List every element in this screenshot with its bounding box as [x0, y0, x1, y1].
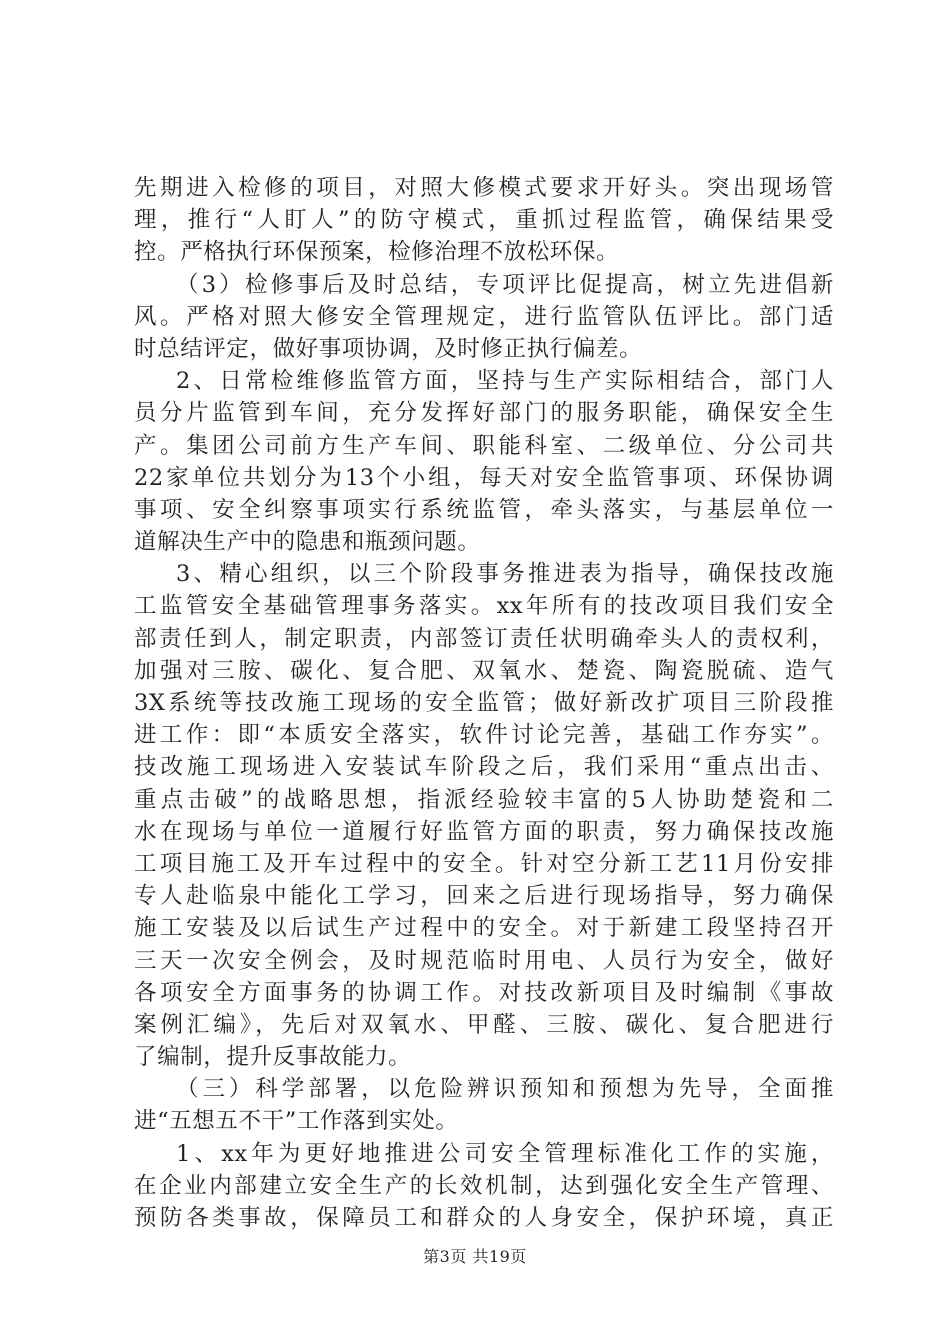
- text-line: 1、xx年为更好地推进公司安全管理标准化工作的实施，: [176, 1140, 834, 1167]
- text-line: 道解决生产中的隐患和瓶颈问题。: [134, 529, 481, 556]
- text-line: 22家单位共划分为13个小组，每天对安全监管事项、环保协调: [134, 464, 834, 491]
- text-line: 工项目施工及开车过程中的安全。针对空分新工艺11月份安排: [134, 850, 834, 877]
- text-line: 施工安装及以后试生产过程中的安全。对于新建工段坚持召开: [134, 915, 834, 942]
- text-line: 案例汇编》，先后对双氧水、甲醛、三胺、碳化、复合肥进行: [134, 1011, 834, 1038]
- text-line: 员分片监管到车间，充分发挥好部门的服务职能，确保安全生: [134, 400, 834, 427]
- text-line: 进工作：即“本质安全落实，软件讨论完善，基础工作夯实”。: [134, 722, 834, 749]
- text-line: 理，推行“人盯人”的防守模式，重抓过程监管，确保结果受: [134, 207, 834, 234]
- text-line: 进“五想五不干”工作落到实处。: [134, 1108, 459, 1135]
- text-line: （三）科学部署，以危险辨识预知和预想为先导，全面推: [176, 1076, 834, 1103]
- text-line: 专人赴临泉中能化工学习，回来之后进行现场指导，努力确保: [134, 883, 834, 910]
- text-line: 风。严格对照大修安全管理规定，进行监管队伍评比。部门适: [134, 303, 834, 330]
- text-line: 加强对三胺、碳化、复合肥、双氧水、楚瓷、陶瓷脱硫、造气: [134, 657, 834, 684]
- text-line: 产。集团公司前方生产车间、职能科室、二级单位、分公司共: [134, 432, 834, 459]
- text-line: 水在现场与单位一道履行好监管方面的职责，努力确保技改施: [134, 818, 834, 845]
- text-line: 技改施工现场进入安装试车阶段之后，我们采用“重点出击、: [134, 754, 834, 781]
- text-line: 3、精心组织，以三个阶段事务推进表为指导，确保技改施: [176, 561, 834, 588]
- text-line: 时总结评定，做好事项协调，及时修正执行偏差。: [134, 335, 643, 362]
- document-body: [134, 172, 834, 1234]
- text-line: （3）检修事后及时总结，专项评比促提高，树立先进倡新: [176, 271, 834, 298]
- text-line: 预防各类事故，保障员工和群众的人身安全，保护环境，真正: [134, 1205, 834, 1231]
- text-line: 工监管安全基础管理事务落实。xx年所有的技改项目我们安全: [134, 593, 834, 620]
- text-line: 重点击破”的战略思想，指派经验较丰富的5人协助楚瓷和二: [134, 786, 834, 813]
- text-line: 在企业内部建立安全生产的长效机制，达到强化安全生产管理、: [134, 1172, 834, 1199]
- text-line: 3X系统等技改施工现场的安全监管；做好新改扩项目三阶段推: [134, 690, 834, 716]
- text-line: 2、日常检维修监管方面，坚持与生产实际相结合，部门人: [176, 368, 834, 395]
- text-line: 控。严格执行环保预案，检修治理不放松环保。: [134, 239, 620, 266]
- page-footer: 第3页 共19页: [423, 1247, 527, 1266]
- text-line: 了编制，提升反事故能力。: [134, 1044, 412, 1071]
- text-line: 事项、安全纠察事项实行系统监管，牵头落实，与基层单位一: [134, 496, 834, 523]
- text-line: 各项安全方面事务的协调工作。对技改新项目及时编制《事故: [134, 979, 834, 1006]
- text-line: 三天一次安全例会，及时规范临时用电、人员行为安全，做好: [134, 947, 834, 974]
- text-line: 部责任到人，制定职责，内部签订责任状明确牵头人的责权利，: [134, 625, 834, 652]
- text-line: 先期进入检修的项目，对照大修模式要求开好头。突出现场管: [134, 175, 834, 201]
